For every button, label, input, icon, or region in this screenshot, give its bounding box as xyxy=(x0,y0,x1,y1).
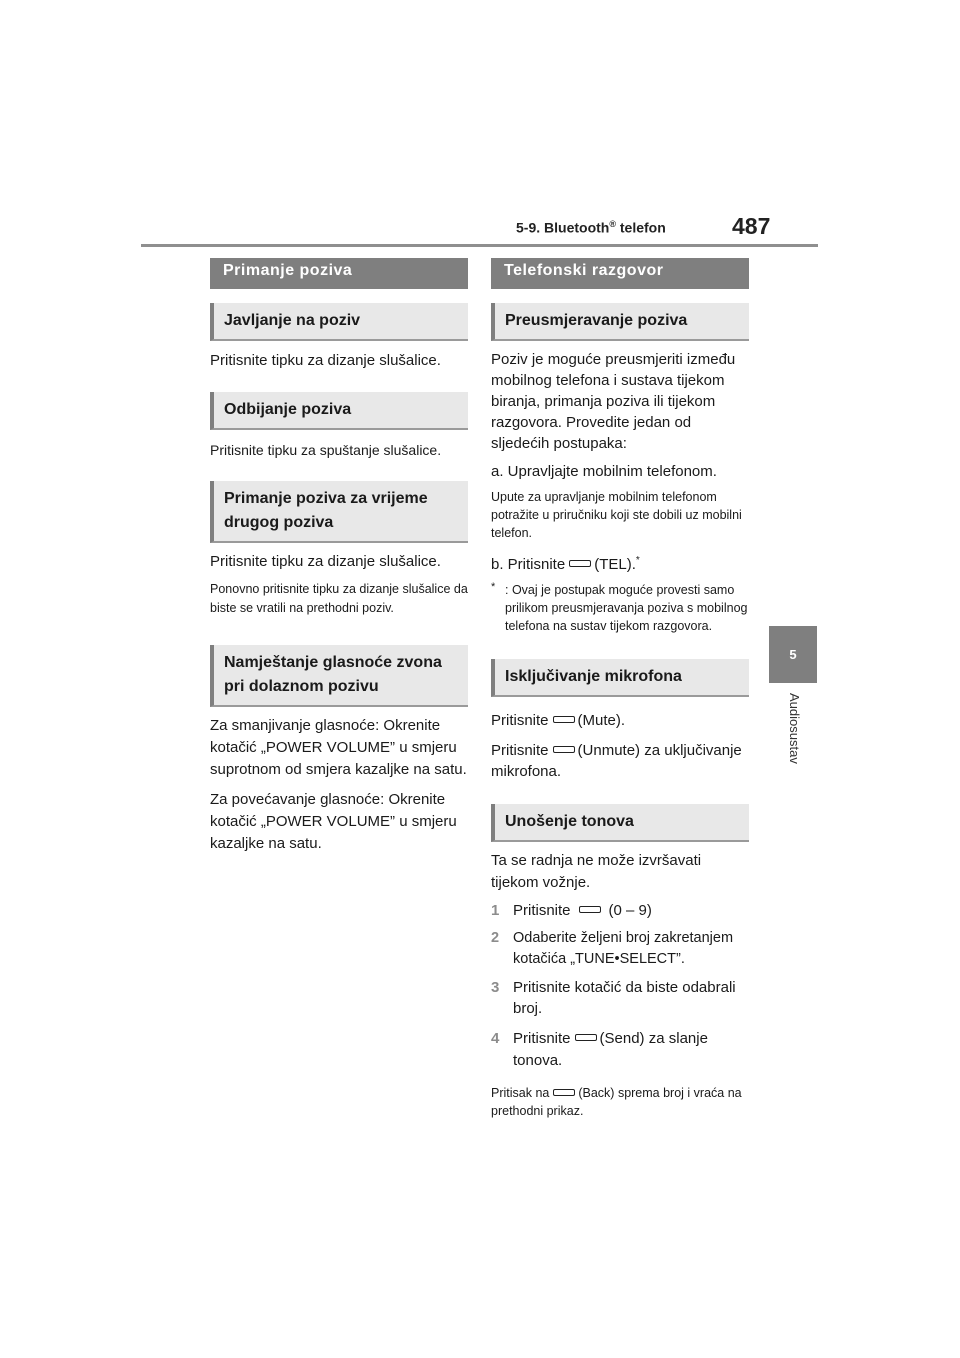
step-item: 4 Pritisnite (Send) za slanje tonova. xyxy=(491,1030,708,1069)
paragraph: Pritisnite tipku za spuštanje slušalice. xyxy=(210,442,442,458)
section-title: Primanje poziva xyxy=(210,258,468,289)
paragraph: Za smanjivanje glasnoće: Okrenite kotačić „POWER VOLUME” u smjeru suprotnom od smjera kazaljke na satu. xyxy=(210,717,467,778)
note: Ponovno pritisnite tipku za dizanje slušalice da biste se vratili na prethodni poziv. xyxy=(210,582,468,615)
paragraph: Ta se radnja ne može izvršavati tijekom vožnje. xyxy=(491,852,702,891)
subsection-title: Javljanje na poziv xyxy=(210,303,468,341)
paragraph: Za povećavanje glasnoće: Okrenite kotačić „POWER VOLUME” u smjeru kazaljke na satu. xyxy=(210,791,457,852)
digit-button-icon xyxy=(579,906,601,913)
subsection-title: Namještanje glasnoće zvona pri dolaznom pozivu xyxy=(210,645,468,707)
paragraph: b. Pritisnite (TEL).* xyxy=(491,555,640,573)
step-item: 3 Pritisnite kotačić da biste odabrali broj. xyxy=(491,979,736,1017)
note: Pritisak na (Back) sprema broj i vraća na prethodni prikaz. xyxy=(491,1086,742,1118)
step-list xyxy=(491,900,749,1072)
subsection-title: Preusmjeravanje poziva xyxy=(491,303,749,341)
section-heading: 5-9. Bluetooth® telefon xyxy=(516,219,666,236)
chapter-label: Audiosustav xyxy=(787,693,802,764)
mute-button-icon xyxy=(553,716,575,723)
subsection-title: Odbijanje poziva xyxy=(210,392,468,430)
paragraph: a. Upravljajte mobilnim telefonom. xyxy=(491,463,717,480)
paragraph: Pritisnite tipku za dizanje slušalice. xyxy=(210,553,441,570)
paragraph: Pritisnite (Unmute) za uključivanje mikrofona. xyxy=(491,742,742,780)
paragraph: Poziv je moguće preusmjeriti između mobilnog telefona i sustava tijekom biranja, primanja poziva ili tijekom razgovora. Provedite jedan od sljedećih postupaka: xyxy=(491,351,736,452)
subsection-title: Unošenje tonova xyxy=(491,804,749,842)
back-button-icon xyxy=(553,1089,575,1096)
paragraph: Pritisnite (Mute). xyxy=(491,712,626,729)
subsection-title: Primanje poziva za vrijeme drugog poziva xyxy=(210,481,468,543)
left-column xyxy=(210,258,468,855)
footnote: * : Ovaj je postupak moguće provesti samo prilikom preusmjeravanja poziva s mobilnog telefona na sustav tijekom razgovora. xyxy=(491,581,748,633)
header-divider xyxy=(141,244,818,247)
section-title: Telefonski razgovor xyxy=(491,258,749,289)
step-item: 2 Odaberite željeni broj zakretanjem kotačića „TUNE•SELECT”. xyxy=(491,930,734,967)
step-item: 1 Pritisnite (0 – 9) xyxy=(491,902,652,919)
paragraph: Pritisnite tipku za dizanje slušalice. xyxy=(210,352,441,369)
unmute-button-icon xyxy=(553,746,575,753)
subsection-title: Isključivanje mikrofona xyxy=(491,659,749,697)
send-button-icon xyxy=(575,1034,597,1041)
page-number: 487 xyxy=(732,213,771,239)
right-column xyxy=(491,258,749,1120)
tel-button-icon xyxy=(569,560,591,567)
note: Upute za upravljanje mobilnim telefonom potražite u priručniku koji ste dobili uz mobilni telefon. xyxy=(491,490,742,540)
chapter-tab: 5 xyxy=(769,626,817,683)
